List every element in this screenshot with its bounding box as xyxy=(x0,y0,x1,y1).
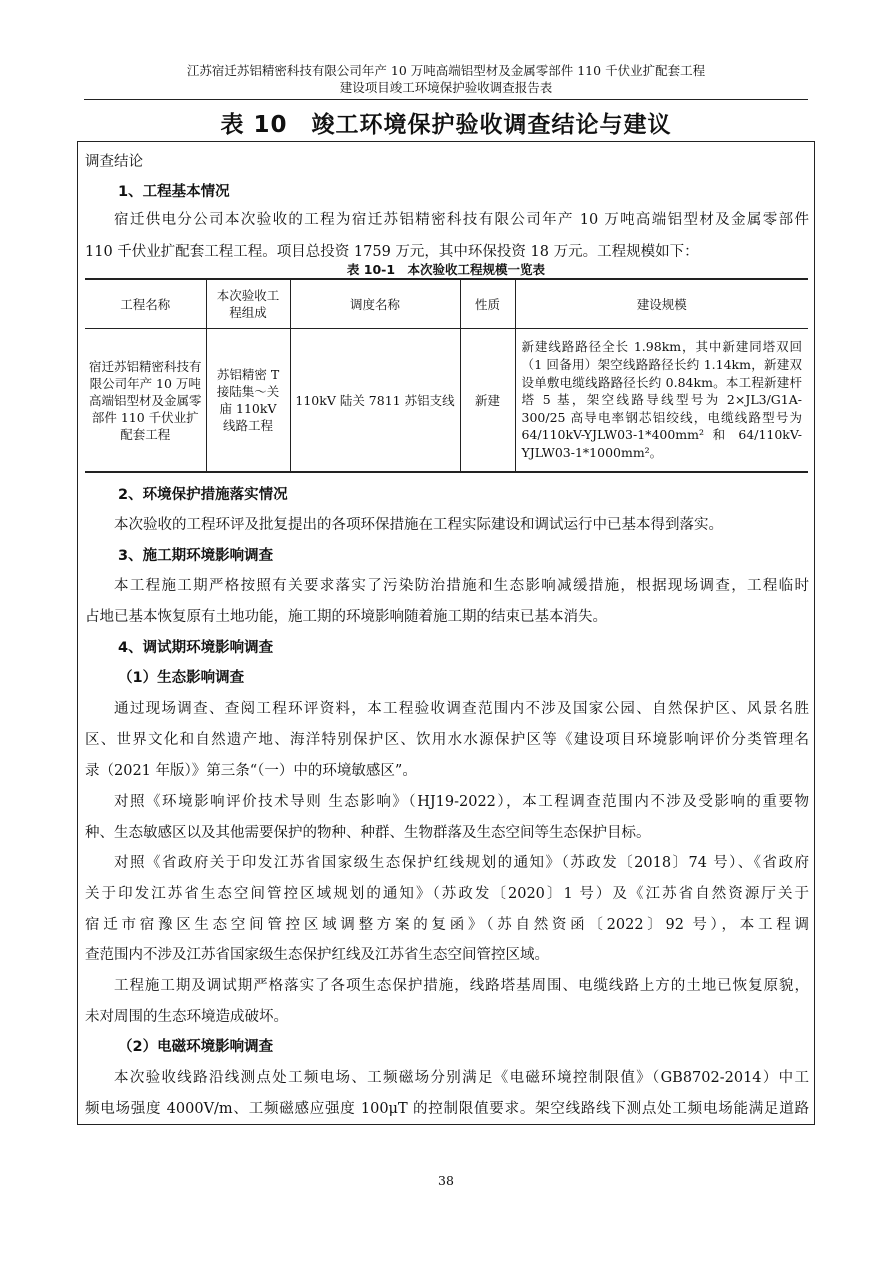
paragraph-line: 宿迁市宿豫区生态空间管控区域调整方案的复函》（苏自然资函〔2022〕92 号），本工程调 xyxy=(85,917,809,933)
paragraph-line: 本工程施工期严格按照有关要求落实了污染防治措施和生态影响减缓措施，根据现场调查，工程临时 xyxy=(114,578,809,594)
paragraph-line: 本次验收线路沿线测点处工频电场、工频磁场分别满足《电磁环境控制限值》（GB8702-2014）中工 xyxy=(114,1070,809,1086)
table-row xyxy=(85,329,808,473)
heading-trial-operation: 4、调试期环境影响调查 xyxy=(118,640,274,656)
col-header-nature: 性质 xyxy=(460,279,515,329)
subheading-ecology: （1）生态影响调查 xyxy=(118,670,245,686)
paragraph-line: 本次验收的工程环评及批复提出的各项环保措施在工程实际建设和调试运行中已基本得到落实。 xyxy=(114,517,723,533)
table-header-row xyxy=(85,279,808,329)
paragraph-line: 录（2021 年版）》第三条“（一）中的环境敏感区”。 xyxy=(85,763,417,779)
paragraph-line: 占地已基本恢复原有土地功能，施工期的环境影响随着施工期的结束已基本消失。 xyxy=(85,609,607,625)
heading-measures: 2、环境保护措施落实情况 xyxy=(118,487,288,503)
paragraph-line: 查范围内不涉及江苏省国家级生态保护红线及江苏省生态空间管控区域。 xyxy=(85,947,549,963)
page-title: 表 10 竣工环境保护验收调查结论与建议 xyxy=(220,112,672,138)
cell-scale: 新建线路路径全长 1.98km，其中新建同塔双回（1 回备用）架空线路路径长约 1.14km，新建双设单敷电缆线路路径长约 0.84km。本工程新建杆塔 5 基，架空线路导线型号为 2×JL3/G1A-300/25 高导电率钢芯铝绞线，电缆线路型号为 64/110kV-YJLW03-1*400mm² 和 64/110kV-YJLW03-1*1000mm²。 xyxy=(515,329,808,473)
paragraph-line: 对照《省政府关于印发江苏省国家级生态保护红线规划的通知》（苏政发〔2018〕74 号）、《省政府 xyxy=(114,855,809,871)
header-divider xyxy=(84,99,808,100)
col-header-component: 本次验收工程组成 xyxy=(206,279,290,329)
paragraph-line: 种、生态敏感区以及其他需要保护的物种、种群、生物群落及生态空间等生态保护目标。 xyxy=(85,825,651,841)
header-line-2: 建设项目竣工环境保护验收调查报告表 xyxy=(339,80,553,95)
cell-nature: 新建 xyxy=(460,329,515,473)
subheading-electromagnetic: （2）电磁环境影响调查 xyxy=(118,1039,274,1055)
paragraph-line: 频电场强度 4000V/m、工频磁感应强度 100μT 的控制限值要求。架空线路线下测点处工频电场能满足道路 xyxy=(85,1101,809,1117)
cell-project-name: 宿迁苏铝精密科技有限公司年产 10 万吨高端铝型材及金属零部件 110 千伏业扩配套工程 xyxy=(85,329,206,473)
scope-table xyxy=(85,278,808,473)
col-header-dispatch-name: 调度名称 xyxy=(290,279,460,329)
col-header-project-name: 工程名称 xyxy=(85,279,206,329)
table-caption: 表 10-1 本次验收工程规模一览表 xyxy=(346,262,546,277)
heading-construction: 3、施工期环境影响调查 xyxy=(118,548,274,564)
heading-project-info: 1、工程基本情况 xyxy=(118,184,230,200)
paragraph-line: 110 千伏业扩配套工程工程。项目总投资 1759 万元，其中环保投资 18 万元。工程规模如下： xyxy=(85,244,699,260)
col-header-scale: 建设规模 xyxy=(515,279,808,329)
header-line-1: 江苏宿迁苏铝精密科技有限公司年产 10 万吨高端铝型材及金属零部件 110 千伏业扩配套工程 xyxy=(186,63,706,78)
cell-dispatch-name: 110kV 陆关 7811 苏铝支线 xyxy=(290,329,460,473)
paragraph-line: 通过现场调查、查阅工程环评资料，本工程验收调查范围内不涉及国家公园、自然保护区、风景名胜 xyxy=(114,701,809,717)
paragraph-line: 宿迁供电分公司本次验收的工程为宿迁苏铝精密科技有限公司年产 10 万吨高端铝型材及金属零部件 xyxy=(114,212,809,228)
page-number: 38 xyxy=(438,1173,454,1188)
paragraph-line: 未对周围的生态环境造成破坏。 xyxy=(85,1009,288,1025)
cell-component: 苏铝精密 T 接陆集～关庙 110kV 线路工程 xyxy=(206,329,290,473)
document-header xyxy=(84,62,808,96)
paragraph-line: 工程施工期及调试期严格落实了各项生态保护措施，线路塔基周围、电缆线路上方的土地已恢复原貌， xyxy=(114,978,809,994)
paragraph-line: 区、世界文化和自然遗产地、海洋特别保护区、饮用水水源保护区等《建设项目环境影响评价分类管理名 xyxy=(85,732,809,748)
paragraph-line: 关于印发江苏省生态空间管控区域规划的通知》（苏政发〔2020〕1 号）及《江苏省自然资源厅关于 xyxy=(85,886,809,902)
section-label: 调查结论 xyxy=(85,154,143,170)
paragraph-line: 对照《环境影响评价技术导则 生态影响》（HJ19-2022），本工程调查范围内不涉及受影响的重要物 xyxy=(114,794,809,810)
